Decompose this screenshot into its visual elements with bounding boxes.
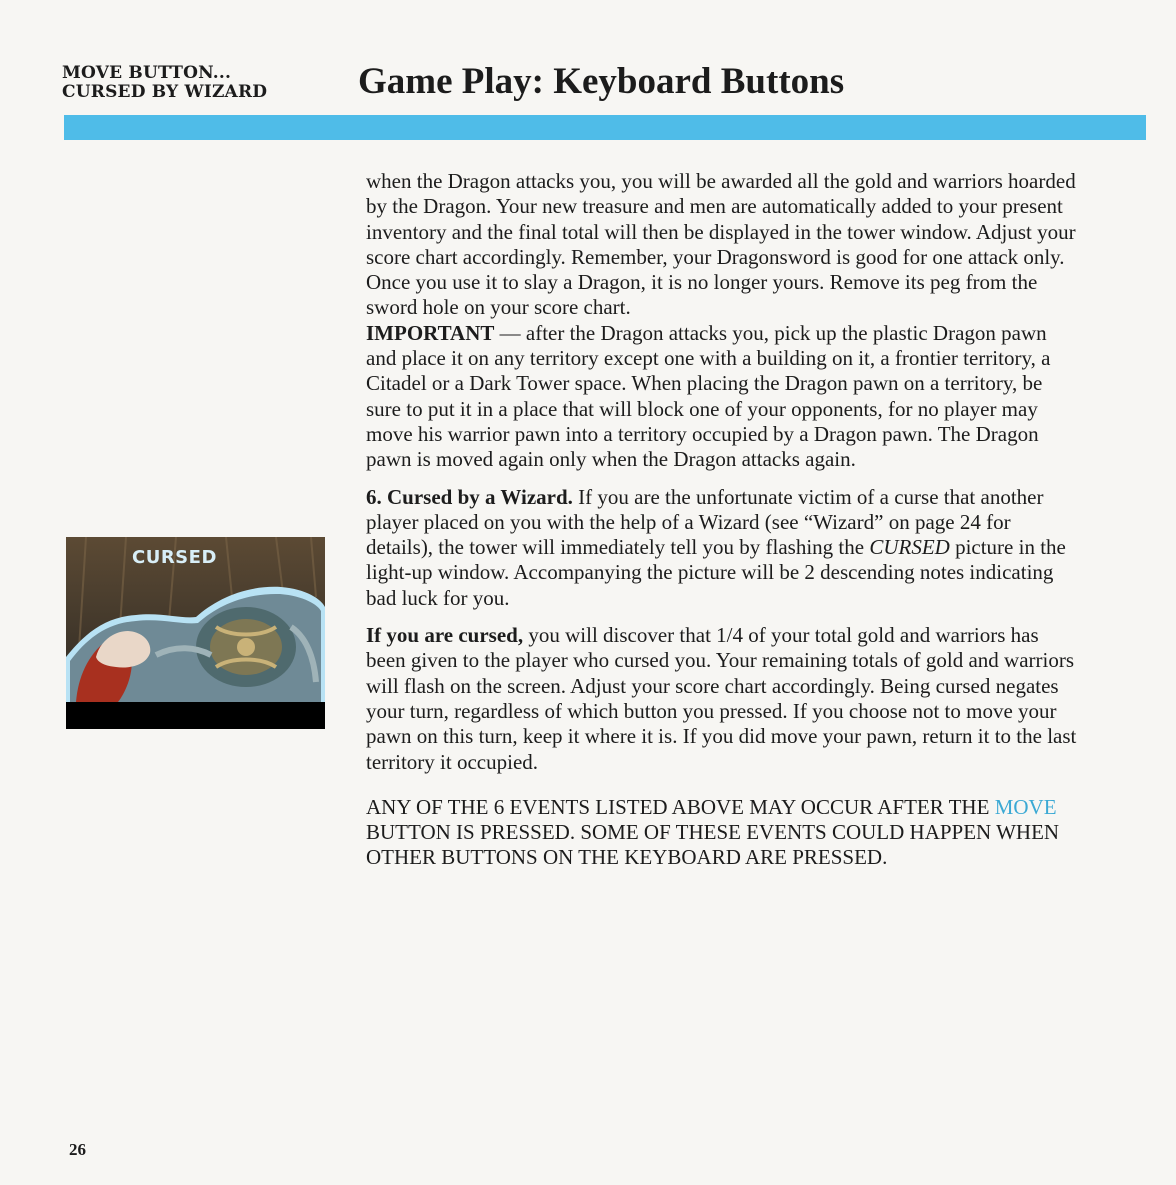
cursed-italic-word: CURSED [869, 535, 950, 560]
events-text-b: BUTTON IS PRESSED. SOME OF THESE EVENTS COULD HAPPEN WHEN OTHER BUTTONS ON THE KEYBOARD ARE PRESSED. [366, 820, 1060, 870]
paragraph-cursed-by-wizard [366, 485, 1078, 611]
events-text-a: ANY OF THE 6 EVENTS LISTED ABOVE MAY OCCUR AFTER THE [366, 794, 995, 819]
section-label-line-2: CURSED BY WIZARD [62, 82, 268, 102]
cursed-picture-label: CURSED [132, 547, 217, 568]
if-cursed-text: you will discover that 1/4 of your total gold and warriors has been given to the player who cursed you. Your remaining totals of gold and warriors will flash on the screen. Adjust your score chart accordingly. Being cursed negates your turn, regardless of which button you pressed. If you choose not to move your pawn on this turn, keep it where it is. If you did move your pawn, return it to the last territory it occupied. [366, 623, 1077, 774]
title-accent-bar [64, 115, 1146, 140]
paragraph-if-cursed [366, 623, 1078, 775]
paragraph-dragon-reward: when the Dragon attacks you, you will be awarded all the gold and warriors hoarded by the Dragon. Your new treasure and men are automatically added to your present inventory and the final total will then be displayed in the tower window. Adjust your score chart accordingly. Remember, your Dragonsword is good for one attack only. Once you use it to slay a Dragon, it is no longer yours. Remove its peg from the sword hole on your score chart. [366, 169, 1076, 320]
cursed-text-a: If you are the unfortunate victim of a curse that another player placed on you with the help of a Wizard (see “Wizard” on page 24 for details), the tower will immediately tell you by flashing the [366, 484, 1044, 560]
cursed-heading: 6. Cursed by a Wizard. [366, 484, 573, 509]
important-text: — after the Dragon attacks you, pick up the plastic Dragon pawn and place it on any territory except one with a building on it, a frontier territory, a Citadel or a Dark Tower space. When placing the Dragon pawn on a territory, be sure to put it in a place that will block one of your opponents, for no player may move his warrior pawn into a territory occupied by a Dragon pawn. The Dragon pawn is moved again only when the Dragon attacks again. [366, 320, 1051, 472]
page-title: Game Play: Keyboard Buttons [358, 61, 845, 102]
cursed-text-b: picture in the light-up window. Accompanying the picture will be 2 descending notes indicating bad luck for you. [366, 535, 1066, 610]
section-label-line-1: MOVE BUTTON... [62, 63, 232, 83]
important-lead: IMPORTANT [366, 320, 495, 345]
if-cursed-lead: If you are cursed, [366, 623, 524, 648]
paragraph-events-note [366, 795, 1078, 871]
cursed-picture [66, 537, 325, 729]
page-number: 26 [69, 1140, 86, 1159]
paragraph-important [366, 321, 1078, 473]
section-label [62, 64, 267, 102]
body-text [366, 169, 1078, 871]
move-word: MOVE [994, 794, 1057, 819]
